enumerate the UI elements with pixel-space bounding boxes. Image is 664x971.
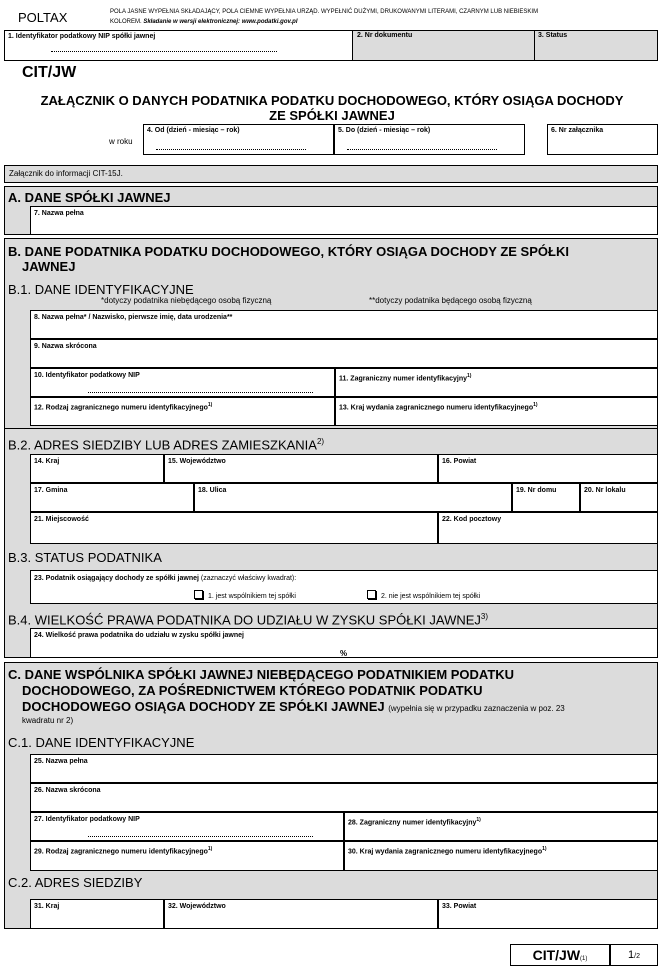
field-5-to[interactable]: 5. Do (dzień - miesiąc – rok) bbox=[334, 124, 525, 155]
field-6-attachment-no[interactable]: 6. Nr załącznika bbox=[547, 124, 658, 155]
header-note: POLA JASNE WYPEŁNIA SKŁADAJĄCY, POLA CIEMNE WYPEŁNIA URZĄD. WYPEŁNIĆ DUŻYMI, DRUKOWANYMI LITERAMI, CZARNYM LUB NIEBIESKIM KOLOREM. Składanie w wersji elektronicznej: www.podatki.gov.pl bbox=[110, 9, 539, 25]
field-7-full-name[interactable]: 7. Nazwa pełna bbox=[30, 206, 658, 235]
field-27-nip[interactable]: 27. Identyfikator podatkowy NIP bbox=[30, 812, 344, 841]
section-b-title: B. DANE PODATNIKA PODATKU DOCHODOWEGO, KTÓRY OSIĄGA DOCHODY ZE SPÓŁKI JAWNEJ bbox=[8, 244, 569, 274]
field-30-foreign-id-country[interactable]: 30. Kraj wydania zagranicznego numeru identyfikacyjnego$^{1)}$ bbox=[344, 841, 658, 871]
field-25-full-name[interactable]: 25. Nazwa pełna bbox=[30, 754, 658, 783]
divider bbox=[534, 30, 535, 61]
field-16-county[interactable]: 16. Powiat bbox=[438, 454, 658, 483]
field-18-street[interactable]: 18. Ulica bbox=[194, 483, 512, 512]
field-23-status: 23. Podatnik osiągający dochody ze spółki jawnej (zaznaczyć właściwy kwadrat): 1. jest wspólnikiem tej spółki 2. nie jest wspólnikiem tej spółki bbox=[30, 570, 658, 604]
form-title: ZAŁĄCZNIK O DANYCH PODATNIKA PODATKU DOCHODOWEGO, KTÓRY OSIĄGA DOCHODY ZE SPÓŁKI JAWNEJ bbox=[40, 93, 624, 123]
section-c-title: C. DANE WSPÓLNIKA SPÓŁKI JAWNEJ NIEBĘDĄCEGO PODATNIKIEM PODATKU DOCHODOWEGO, ZA POŚREDNICTWEM KTÓREGO PODATNIK PODATKU DOCHODOWEGO OSIĄGA DOCHODY ZE SPÓŁKI JAWNEJ (wypełnia się w przypadku zaznaczenia w poz. 23 bbox=[8, 667, 565, 714]
w-roku-label: w roku bbox=[109, 137, 133, 146]
field-22-postal-code[interactable]: 22. Kod pocztowy bbox=[438, 512, 658, 544]
divider bbox=[4, 428, 658, 429]
field-31-country[interactable]: 31. Kraj bbox=[30, 899, 164, 929]
section-a-title: A. DANE SPÓŁKI JAWNEJ bbox=[8, 190, 171, 205]
c1-title: C.1. DANE IDENTYFIKACYJNE bbox=[8, 735, 195, 750]
c2-title: C.2. ADRES SIEDZIBY bbox=[8, 875, 143, 890]
checkbox-1-partner[interactable] bbox=[194, 590, 203, 599]
field-10-nip[interactable]: 10. Identyfikator podatkowy NIP bbox=[30, 368, 335, 397]
field-14-country[interactable]: 14. Kraj bbox=[30, 454, 164, 483]
field-24-profit-share[interactable]: 24. Wielkość prawa podatnika do udziału w zysku spółki jawnej % bbox=[30, 628, 658, 658]
field-28-foreign-id[interactable]: 28. Zagraniczny numer identyfikacyjny$^{1)}$ bbox=[344, 812, 658, 841]
field-19-house-no[interactable]: 19. Nr domu bbox=[512, 483, 580, 512]
field-1-nip[interactable]: 1. Identyfikator podatkowy NIP spółki jawnej bbox=[4, 30, 353, 61]
field-21-city[interactable]: 21. Miejscowość bbox=[30, 512, 438, 544]
field-13-foreign-id-country[interactable]: 13. Kraj wydania zagranicznego numeru identyfikacyjnego$^{1)}$ bbox=[335, 397, 658, 426]
field-17-commune[interactable]: 17. Gmina bbox=[30, 483, 194, 512]
field-12-foreign-id-type[interactable]: 12. Rodzaj zagranicznego numeru identyfikacyjnego$^{1)}$ bbox=[30, 397, 335, 426]
field-2-label: 2. Nr dokumentu bbox=[357, 32, 413, 39]
field-32-voivodeship[interactable]: 32. Województwo bbox=[164, 899, 438, 929]
b3-title: B.3. STATUS PODATNIKA bbox=[8, 550, 162, 565]
form-code: CIT/JW bbox=[22, 64, 77, 81]
b4-title: B.4. WIELKOŚĆ PRAWA PODATNIKA DO UDZIAŁU W ZYSKU SPÓŁKI JAWNEJ$^{3)}$ bbox=[8, 612, 489, 628]
field-15-voivodeship[interactable]: 15. Województwo bbox=[164, 454, 438, 483]
brand: POLTAX bbox=[18, 10, 68, 25]
field-11-foreign-id[interactable]: 11. Zagraniczny numer identyfikacyjny$^{1)}$ bbox=[335, 368, 658, 397]
b1-note-1: *dotyczy podatnika niebędącego osobą fizyczną bbox=[101, 296, 272, 305]
footer-page-number: 1/2 bbox=[610, 944, 658, 966]
footer-form-code: CIT/JW(1) bbox=[510, 944, 610, 966]
attachment-note-row: Załącznik do informacji CIT-15J. bbox=[4, 165, 658, 183]
nip-boxes bbox=[51, 47, 277, 52]
b1-title: B.1. DANE IDENTYFIKACYJNE bbox=[8, 282, 194, 297]
field-4-from[interactable]: 4. Od (dzień - miesiąc – rok) bbox=[143, 124, 334, 155]
section-c-note: kwadratu nr 2) bbox=[22, 716, 74, 725]
field-3-label: 3. Status bbox=[538, 32, 568, 39]
b1-note-2: **dotyczy podatnika będącego osobą fizyczną bbox=[369, 296, 532, 305]
field-29-foreign-id-type[interactable]: 29. Rodzaj zagranicznego numeru identyfikacyjnego$^{1)}$ bbox=[30, 841, 344, 871]
field-8-name[interactable]: 8. Nazwa pełna* / Nazwisko, pierwsze imię, data urodzenia** bbox=[30, 310, 658, 339]
field-33-county[interactable]: 33. Powiat bbox=[438, 899, 658, 929]
percent-sign: % bbox=[340, 649, 348, 658]
b2-title: B.2. ADRES SIEDZIBY LUB ADRES ZAMIESZKANIA$^{2)}$ bbox=[8, 437, 325, 453]
checkbox-2-not-partner[interactable] bbox=[367, 590, 376, 599]
field-20-apartment-no[interactable]: 20. Nr lokalu bbox=[580, 483, 658, 512]
field-9-short-name[interactable]: 9. Nazwa skrócona bbox=[30, 339, 658, 368]
field-26-short-name[interactable]: 26. Nazwa skrócona bbox=[30, 783, 658, 812]
